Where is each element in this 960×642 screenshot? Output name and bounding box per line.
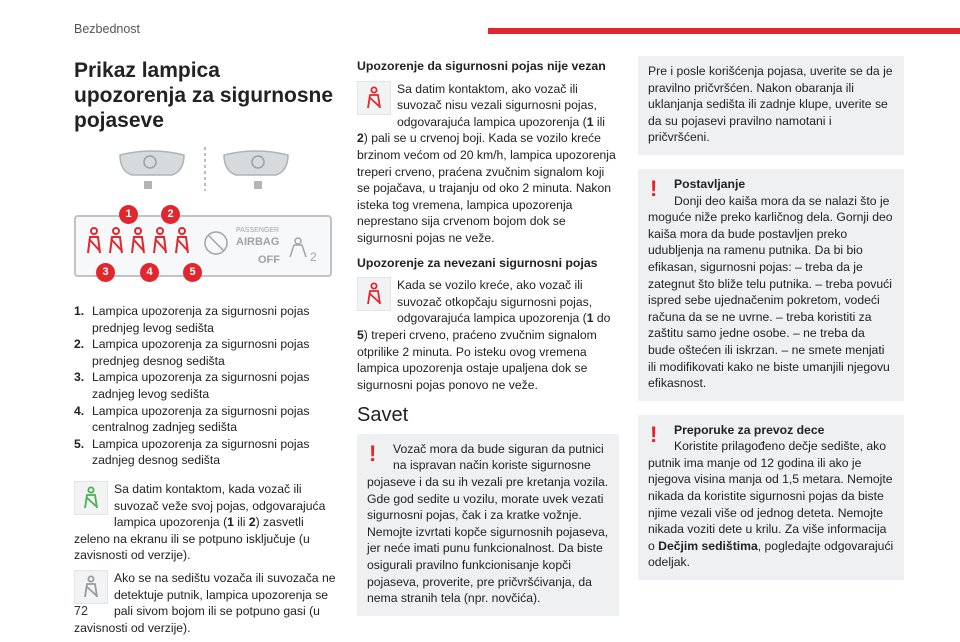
list-item: 3. Lampica upozorenja za sigurnosni pojas zadnjeg levog sedišta (74, 370, 310, 401)
paragraph-belt-fastened: Sa datim kontaktom, kada vozač ili suvozač veže svoj pojas, odgovarajuća lampica upozorenja (1 ili 2) zasvetli zeleno na ekranu ili se potpuno isključuje (u zavisnosti od verzije). (74, 481, 326, 563)
paragraph-belt-not-fastened: Sa datim kontaktom, ako vozač ili suvozač nisu vezali sigurnosni pojas, odgovarajuća lampica upozorenja (1 ili 2) pali se u crvenoj boji. Kada se vozilo kreće brzinom većom od 20 km/h, lampica upozorenja treperi crveno, praćena zvučnim signalom koji se pojačava, u trajanju od oko 2 minuta. Nakon isteka tog vremena, lampica upozorenja neprestano sija crvenom bojom dok se sigurnosni pojas ne veže. (357, 81, 616, 245)
seatbelt-gray-icon (74, 570, 108, 604)
callout-1: 1 (119, 205, 138, 224)
callout-4: 4 (140, 263, 159, 282)
list-item: 5. Lampica upozorenja za sigurnosni pojas zadnjeg desnog sedišta (74, 436, 310, 468)
column-right (638, 56, 904, 594)
box-title-children: Preporuke za prevoz dece (674, 422, 825, 437)
info-box-postavljanje: ! Postavljanje Donji deo kaiša mora da se nalazi što je moguće niže preko karličnog dela. Gornji deo kaiša mora da bude postavljen preko udubljenja na ramenu putnika. Da bi bio efikasan, sigurnosni pojas: – treba da je zategnut što bliže telu putnika. – treba povući ispred sebe ujednačenim pokretom, vodeći računa da se ne uvrne. – treba koristiti za zaštitu samo jedne osobe. – ne treba da bude oštećen ili iskrzan. – ne smete menjati ili modifikovati kako ne biste umanjili njegovu efikasnost. (638, 169, 904, 401)
seatbelt-red-icon (357, 81, 391, 115)
list-item: 1. Lampica upozorenja za sigurnosni pojas prednjeg levog sedišta (74, 304, 310, 335)
page-title: Prikaz lampica upozorenja za sigurnosne pojaseve (74, 59, 334, 132)
section-header: Bezbednost (74, 22, 141, 36)
list-item: 4. Lampica upozorenja za sigurnosni pojas centralnog zadnjeg sedišta (74, 403, 310, 435)
column-middle (357, 58, 619, 630)
airbag-label: AIRBAG (236, 236, 280, 248)
off-label: OFF (258, 254, 280, 266)
seatbelt-green-icon (74, 481, 108, 515)
callout-3: 3 (96, 263, 115, 282)
info-box-children: ! Preporuke za prevoz dece Koristite prilagođeno dečje sedište, ako putnik ima manje od 12 godina ili ako je njegova visina manja od 1,5 metara. Nemojte nikada da koristite sigurnosni pojas da biste njime vezali više od jednog deteta. Nemojte nikada voziti dete u krilu. Za više informacija o Dečjim sedištima, pogledajte odgovarajući odeljak. (638, 415, 904, 580)
column-left (74, 58, 336, 642)
lamp-list (74, 303, 336, 469)
seatbelt-lamps-icon (76, 217, 330, 275)
seat-count-label: 2 (310, 250, 317, 264)
seatbelt-red-icon (357, 277, 391, 311)
paragraph-belt-unfastened: Kada se vozilo kreće, ako vozač ili suvozač otkopčaju sigurnosni pojas, odgovarajuća lampica upozorenja (1 do 5) treperi crveno, praćeno zvučnim signalom otprilike 2 minuta. Po isteku ovog vremena lampica upozorenja ostaje upaljena dok se sigurnosni pojas ponovo ne veže. (357, 278, 611, 392)
callout-2: 2 (161, 205, 180, 224)
rearview-mirror-icon (74, 145, 336, 197)
page-number: 72 (74, 604, 88, 618)
box-title-postavljanje: Postavljanje (674, 176, 746, 191)
info-box-belt-check: Pre i posle korišćenja pojasa, uverite se da je pravilno pričvršćen. Nakon obaranja ili uklanjanja sedišta ili zadnje klupe, uverite se da su pojasevi pravilno namotani i pričvršćeni. (638, 56, 904, 155)
header-red-bar (488, 28, 960, 34)
savet-heading: Savet (357, 404, 409, 427)
savet-box: ! Vozač mora da bude siguran da putnici na ispravan način koriste sigurnosne pojaseve i da su ih vezali pre kretanja vozila. Gde god sedite u vozilu, morate uvek vezati sigurnosni pojas, čak i za kratke vožnje. Nemojte izvrtati kopče sigurnosnih pojaseva, jer neće imati punu funkcionalnost. Da biste osigurali pravilno funkcionisanje kopči pojaseva, proverite, pre pričvršćivanja, da nema stranih tela (npr. novčića). (357, 434, 619, 616)
heading-belt-unfastened: Upozorenje za nevezani sigurnosni pojas (357, 255, 598, 270)
warning-icon: ! (650, 421, 658, 447)
mirror-illustration (74, 145, 336, 197)
passenger-label: PASSENGER (236, 227, 280, 234)
warning-icon: ! (650, 175, 658, 201)
list-item: 2. Lampica upozorenja za sigurnosni pojas prednjeg desnog sedišta (74, 337, 310, 368)
paragraph-no-passenger: Ako se na sedištu vozača ili suvozača ne detektuje putnik, lampica upozorenja se pali sivom bojom ili se potpuno gasi (u zavisnosti od verzije). (74, 570, 336, 635)
seatbelt-warning-panel (74, 208, 332, 278)
warning-icon: ! (369, 440, 377, 466)
callout-5: 5 (183, 263, 202, 282)
heading-belt-not-fastened: Upozorenje da sigurnosni pojas nije vezan (357, 59, 606, 73)
